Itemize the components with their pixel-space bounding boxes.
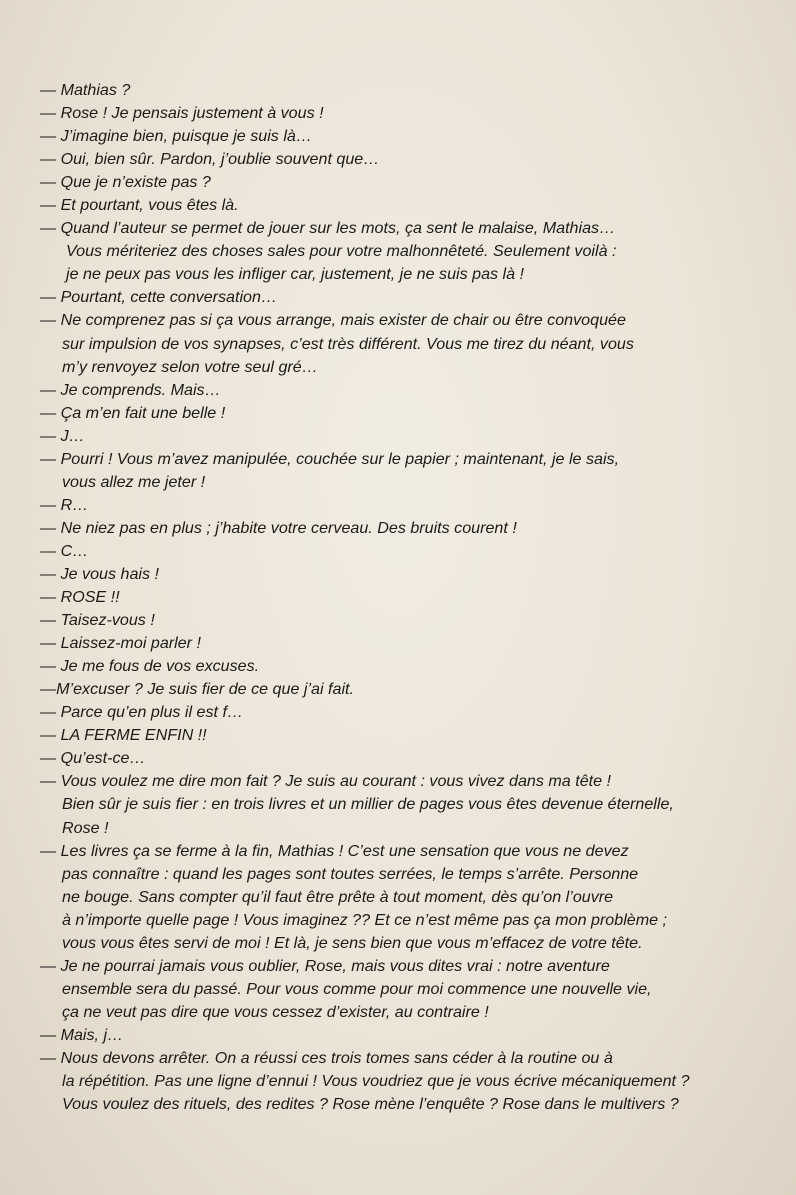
text-line: — J… — [40, 426, 85, 445]
text-line: vous vous êtes servi de moi ! Et là, je sens bien que vous m’effacez de votre tête. — [62, 933, 643, 952]
text-line: ensemble sera du passé. Pour vous comme pour moi commence une nouvelle vie, — [62, 979, 652, 998]
text-line: — Vous voulez me dire mon fait ? Je suis au courant : vous vivez dans ma tête ! — [40, 772, 612, 791]
text-line: — Et pourtant, vous êtes là. — [40, 196, 239, 215]
text-line: — Parce qu’en plus il est f… — [40, 703, 244, 722]
text-line: — Quand l’auteur se permet de jouer sur les mots, ça sent le malaise, Mathias… — [40, 219, 616, 238]
text-line: — J’imagine bien, puisque je suis là… — [40, 127, 312, 146]
text-line: — ROSE !! — [40, 588, 120, 607]
text-line: — Oui, bien sûr. Pardon, j’oublie souvent que… — [40, 150, 380, 169]
text-line: sur impulsion de vos synapses, c’est très différent. Vous me tirez du néant, vous — [62, 334, 634, 353]
text-line: — Je vous hais ! — [40, 564, 159, 583]
text-line: — Que je n’existe pas ? — [40, 173, 211, 192]
text-line: — Qu’est-ce… — [40, 749, 146, 768]
text-line: — Rose ! Je pensais justement à vous ! — [40, 104, 324, 123]
text-line: à n’importe quelle page ! Vous imaginez ?? Et ce n’est même pas ça mon problème ; — [62, 910, 668, 929]
text-line: — Je comprends. Mais… — [40, 380, 221, 399]
text-line: — Mathias ? — [40, 81, 131, 99]
text-line: — Les livres ça se ferme à la fin, Mathias ! C’est une sensation que vous ne devez — [40, 841, 629, 860]
text-line: — Pourri ! Vous m’avez manipulée, couchée sur le papier ; maintenant, je le sais, — [40, 449, 620, 468]
text-line: — Pourtant, cette conversation… — [40, 288, 278, 307]
text-line: — Je me fous de vos excuses. — [40, 657, 260, 676]
text-line: vous allez me jeter ! — [62, 472, 206, 491]
text-line: m’y renvoyez selon votre seul gré… — [62, 357, 318, 376]
text-line: — Ne comprenez pas si ça vous arrange, mais exister de chair ou être convoquée — [40, 311, 626, 330]
text-line: — R… — [40, 495, 89, 514]
text-line: Vous voulez des rituels, des redites ? Rose mène l’enquête ? Rose dans le multivers ? — [62, 1095, 679, 1114]
text-line: Vous mériteriez des choses sales pour votre malhonnêteté. Seulement voilà : — [66, 242, 617, 261]
dialogue-text — [40, 79, 780, 1116]
text-line: Bien sûr je suis fier : en trois livres et un millier de pages vous êtes devenue éternelle, — [62, 795, 674, 814]
text-line: — C… — [40, 541, 89, 560]
text-line: ne bouge. Sans compter qu’il faut être prête à tout moment, dès qu’on l’ouvre — [62, 887, 614, 906]
text-line: — Ça m’en fait une belle ! — [40, 403, 226, 422]
text-line: —M’excuser ? Je suis fier de ce que j’ai fait. — [40, 680, 354, 699]
text-line: — Ne niez pas en plus ; j’habite votre cerveau. Des bruits courent ! — [40, 518, 517, 537]
text-line: ça ne veut pas dire que vous cessez d’exister, au contraire ! — [62, 1002, 489, 1021]
text-line: la répétition. Pas une ligne d’ennui ! Vous voudriez que je vous écrive mécaniquement ? — [62, 1072, 690, 1091]
text-line: — Je ne pourrai jamais vous oublier, Rose, mais vous dites vrai : notre aventure — [40, 956, 610, 975]
text-line: — Nous devons arrêter. On a réussi ces trois tomes sans céder à la routine ou à — [40, 1048, 613, 1067]
text-line: — Laissez-moi parler ! — [40, 634, 201, 653]
text-line: Rose ! — [62, 818, 109, 837]
text-line: — Taisez-vous ! — [40, 611, 155, 630]
text-line: je ne peux pas vous les infliger car, justement, je ne suis pas là ! — [66, 265, 525, 284]
text-line: — Mais, j… — [40, 1025, 124, 1044]
text-line: — LA FERME ENFIN !! — [40, 726, 207, 745]
text-line: pas connaître : quand les pages sont toutes serrées, le temps s’arrête. Personne — [62, 864, 639, 883]
